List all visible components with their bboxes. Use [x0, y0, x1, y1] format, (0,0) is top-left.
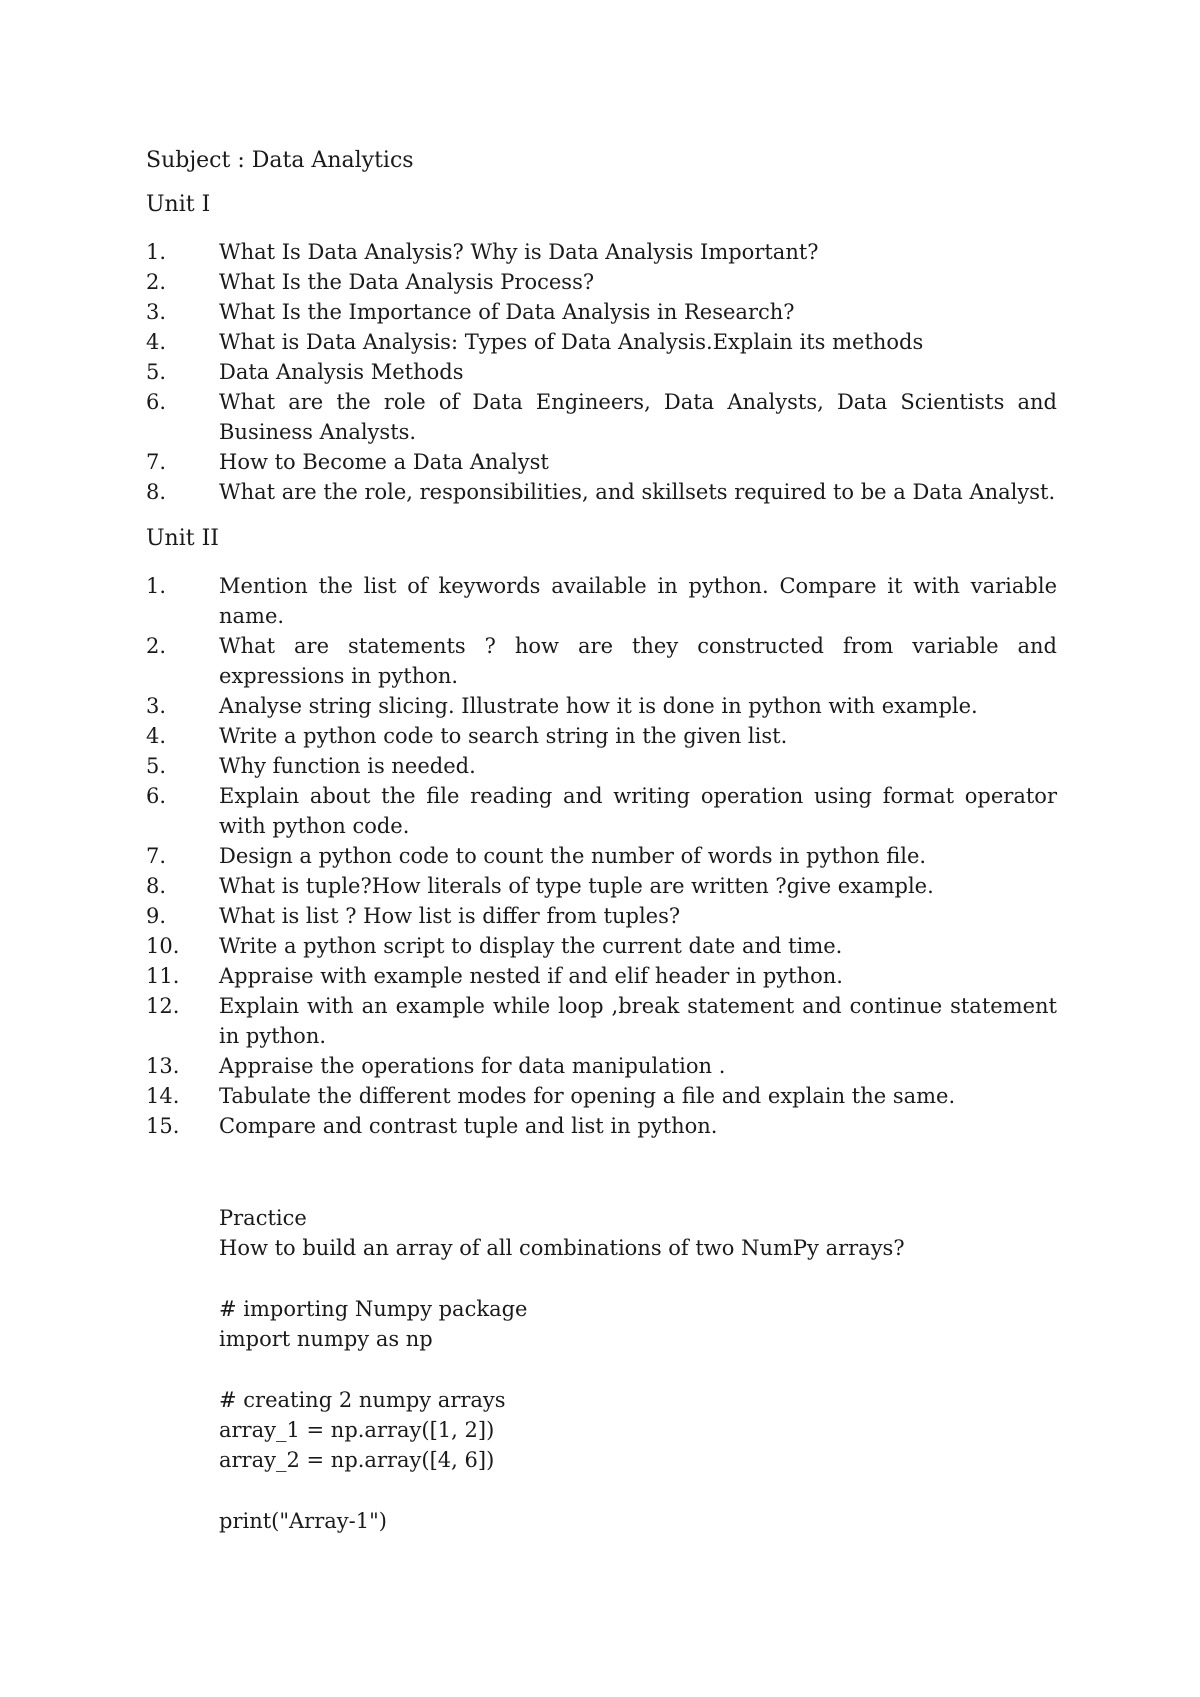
question-number: 11. — [146, 964, 180, 988]
unit-2-question — [0, 781, 1057, 841]
question-text: What is list ? How list is differ from tuples? — [219, 904, 681, 928]
unit-1-question — [0, 357, 1057, 387]
question-number: 6. — [146, 390, 167, 414]
unit-1-question-list — [0, 237, 1200, 507]
question-text: Data Analysis Methods — [219, 360, 464, 384]
question-text: Compare and contrast tuple and list in python. — [219, 1114, 718, 1138]
unit-2-question — [0, 901, 1057, 931]
practice-question: How to build an array of all combinations of two NumPy arrays? — [219, 1236, 905, 1260]
question-text: What Is the Importance of Data Analysis in Research? — [219, 300, 795, 324]
question-number: 14. — [146, 1084, 180, 1108]
question-text: What Is the Data Analysis Process? — [219, 270, 595, 294]
unit-2-question — [0, 631, 1057, 691]
question-number: 5. — [146, 754, 167, 778]
question-text: What Is Data Analysis? Why is Data Analysis Important? — [219, 240, 819, 264]
unit-2-question — [0, 1111, 1057, 1141]
code-line: print("Array-1") — [219, 1509, 387, 1533]
question-text: Why function is needed. — [219, 754, 476, 778]
unit-2-question — [0, 691, 1057, 721]
question-text: What is tuple?How literals of type tuple are written ?give example. — [219, 874, 934, 898]
question-text: Appraise the operations for data manipulation . — [219, 1054, 726, 1078]
unit-2-question-list — [0, 571, 1200, 1141]
unit-2-question — [0, 991, 1057, 1051]
question-number: 8. — [146, 480, 167, 504]
question-number: 1. — [146, 574, 167, 598]
unit-1-question — [0, 237, 1057, 267]
question-text: What is Data Analysis: Types of Data Analysis.Explain its methods — [219, 330, 924, 354]
question-text: Write a python code to search string in the given list. — [219, 724, 788, 748]
question-number: 3. — [146, 300, 167, 324]
question-text: Explain about the file reading and writing operation using format operator with python code. — [219, 784, 1057, 838]
question-number: 5. — [146, 360, 167, 384]
question-number: 9. — [146, 904, 167, 928]
question-number: 12. — [146, 994, 180, 1018]
question-text: Tabulate the different modes for opening a file and explain the same. — [219, 1084, 956, 1108]
question-number: 10. — [146, 934, 180, 958]
unit-2-question — [0, 1081, 1057, 1111]
question-number: 1. — [146, 240, 167, 264]
unit-2-question — [0, 961, 1057, 991]
unit-2-question — [0, 721, 1057, 751]
question-number: 2. — [146, 270, 167, 294]
unit-1-question — [0, 267, 1057, 297]
question-text: What are statements ? how are they constructed from variable and expressions in python. — [219, 634, 1057, 688]
unit-2-question — [0, 751, 1057, 781]
question-number: 3. — [146, 694, 167, 718]
question-text: How to Become a Data Analyst — [219, 450, 549, 474]
question-text: What are the role of Data Engineers, Data Analysts, Data Scientists and Business Analysts. — [219, 390, 1057, 444]
question-number: 2. — [146, 634, 167, 658]
question-text: Design a python code to count the number of words in python file. — [219, 844, 927, 868]
question-text: Analyse string slicing. Illustrate how it is done in python with example. — [219, 694, 978, 718]
question-text: Explain with an example while loop ,break statement and continue statement in python. — [219, 994, 1057, 1048]
question-number: 15. — [146, 1114, 180, 1138]
question-number: 13. — [146, 1054, 180, 1078]
unit-1-heading: Unit I — [146, 192, 211, 217]
question-number: 6. — [146, 784, 167, 808]
question-text: Mention the list of keywords available in python. Compare it with variable name. — [219, 574, 1057, 628]
unit-1-question — [0, 477, 1057, 507]
unit-2-question — [0, 1051, 1057, 1081]
practice-title: Practice — [219, 1206, 307, 1230]
unit-2-question — [0, 931, 1057, 961]
unit-2-question — [0, 871, 1057, 901]
unit-2-heading: Unit II — [146, 526, 219, 551]
unit-1-question — [0, 387, 1057, 447]
subject-title: Subject : Data Analytics — [146, 148, 414, 173]
question-number: 7. — [146, 844, 167, 868]
code-line: array_2 = np.array([4, 6]) — [219, 1448, 495, 1472]
question-text: Write a python script to display the current date and time. — [219, 934, 843, 958]
unit-2-question — [0, 841, 1057, 871]
code-comment: # importing Numpy package — [219, 1297, 528, 1321]
practice-section — [219, 1203, 1079, 1536]
unit-1-question — [0, 327, 1057, 357]
code-line: import numpy as np — [219, 1327, 433, 1351]
unit-2-question — [0, 571, 1057, 631]
unit-1-question — [0, 447, 1057, 477]
question-text: What are the role, responsibilities, and skillsets required to be a Data Analyst. — [219, 480, 1056, 504]
unit-1-question — [0, 297, 1057, 327]
code-line: array_1 = np.array([1, 2]) — [219, 1418, 495, 1442]
question-text: Appraise with example nested if and elif header in python. — [219, 964, 843, 988]
question-number: 7. — [146, 450, 167, 474]
code-comment: # creating 2 numpy arrays — [219, 1388, 506, 1412]
question-number: 4. — [146, 330, 167, 354]
question-number: 8. — [146, 874, 167, 898]
question-number: 4. — [146, 724, 167, 748]
